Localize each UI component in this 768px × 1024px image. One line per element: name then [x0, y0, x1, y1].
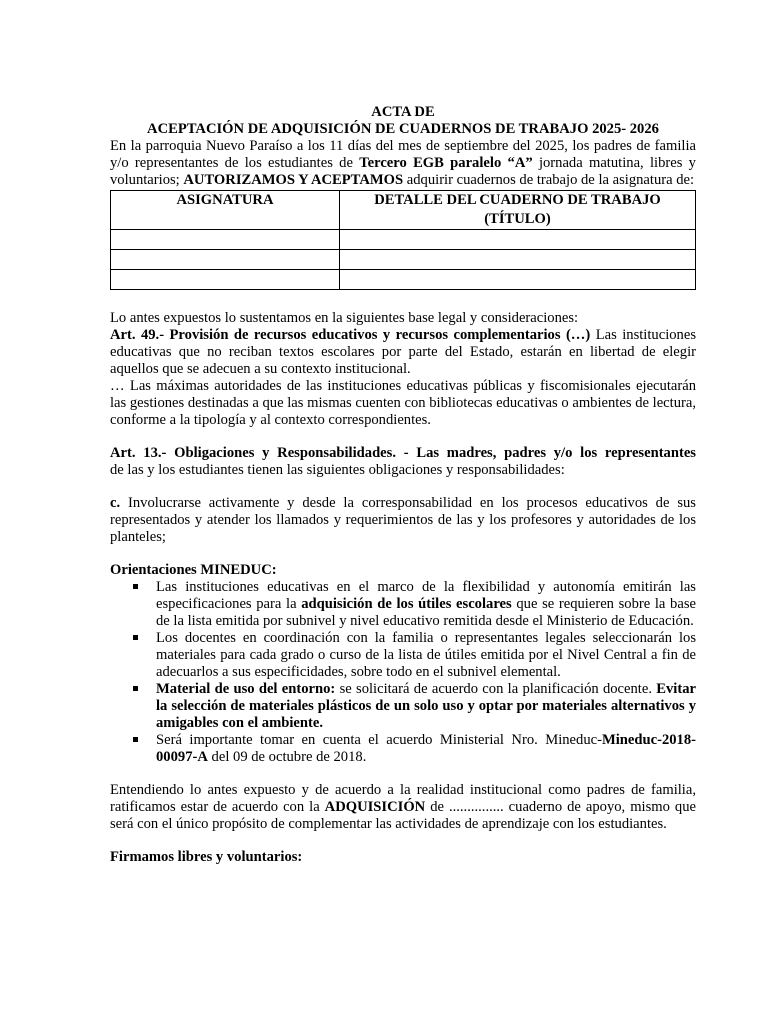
title-line-1: ACTA DE [371, 104, 435, 120]
intro-bold-1: Tercero EGB paralelo “A” [359, 155, 533, 171]
list-item-bold: Evitar la selección de materiales plásticos de un solo uso y optar por materiales alternativos y amigables con el ambiente. [156, 681, 696, 731]
table-row [111, 230, 696, 250]
table-row [111, 250, 696, 270]
list-item [156, 732, 696, 766]
table-cell [340, 230, 696, 250]
list-item-bold: Material de uso del entorno: [156, 681, 336, 697]
table-cell [340, 250, 696, 270]
article-49-continuation: … Las máximas autoridades de las instituciones educativas públicas y fiscomisionales ejecutarán las gestiones destinadas a que las mismas cuenten con bibliotecas educativas o ambientes de lectura, conforme a la tipología y al contexto correspondientes. [110, 378, 696, 428]
bullet-square-icon [133, 686, 138, 691]
orientaciones-heading: Orientaciones MINEDUC: [110, 562, 277, 578]
document-content [110, 104, 696, 866]
list-item-bold: adquisición de los útiles escolares [301, 596, 512, 612]
closing-text-1: Entendiendo lo antes expuesto y de acuerdo a la realidad institucional como padres de familia, ratificamos estar de acuerdo con la [110, 782, 696, 815]
closing-text-2: de ............... cuaderno de apoyo, mismo que será con el único propósito de complementar las actividades de aprendizaje con los estudiantes. [110, 799, 696, 832]
article-13-text: de las y los estudiantes tienen las siguientes obligaciones y responsabilidades: [110, 462, 565, 478]
item-c-label: c. [110, 495, 121, 511]
bullet-square-icon [133, 635, 138, 640]
list-item [156, 579, 696, 630]
article-49-text: Las instituciones educativas que no reciban textos escolares por parte del Estado, estarán en libertad de elegir aquellos que se adecuen a su contexto institucional. [110, 327, 696, 377]
subjects-table [110, 190, 696, 290]
intro-text-2: jornada matutina, libres y voluntarios; [110, 155, 696, 188]
column-header-detalle-line2: (TÍTULO) [484, 211, 551, 227]
table-cell [111, 250, 340, 270]
table-cell [340, 270, 696, 290]
table-row [111, 270, 696, 290]
list-item [156, 681, 696, 732]
list-item-text: Los docentes en coordinación con la familia o representantes legales seleccionarán los materiales para cada grado o curso de la lista de útiles emitida por el Nivel Central a fin de adecuarlos a sus especificidades, sobre todo en el subnivel elemental. [156, 630, 696, 680]
list-item-text: se solicitará de acuerdo con la planificación docente. [335, 681, 657, 697]
closing-paragraph [110, 782, 696, 833]
legal-intro: Lo antes expuestos lo sustentamos en la siguientes base legal y consideraciones: [110, 310, 579, 326]
list-item-text: Las instituciones educativas en el marco de la flexibilidad y autonomía emitirán las especificaciones para la [156, 579, 696, 612]
article-13-heading: Art. 13.- Obligaciones y Responsabilidades. - Las madres, padres y/o los representantes [110, 445, 696, 461]
signature-label: Firmamos libres y voluntarios: [110, 849, 303, 865]
intro-text-1: En la parroquia Nuevo Paraíso a los 11 días del mes de septiembre del 2025, los padres de familia y/o representantes de los estudiantes de [110, 138, 696, 171]
list-item-text: Será importante tomar en cuenta el acuerdo Ministerial Nro. Mineduc- [156, 732, 602, 748]
title-line-2: ACEPTACIÓN DE ADQUISICIÓN DE CUADERNOS DE TRABAJO 2025- 2026 [147, 121, 659, 137]
table-header-row [111, 191, 696, 230]
column-header-detalle [340, 191, 696, 230]
intro-paragraph [110, 138, 696, 189]
list-item-text: que se requieren sobre la base de la lista emitida por subnivel y nivel educativo remitida desde el Ministerio de Educación. [156, 596, 696, 629]
table-cell [111, 230, 340, 250]
list-item [156, 630, 696, 681]
column-header-detalle-line1: DETALLE DEL CUADERNO DE TRABAJO [374, 192, 661, 208]
bullet-square-icon [133, 737, 138, 742]
article-49-heading: Art. 49.- Provisión de recursos educativos y recursos complementarios (…) [110, 327, 591, 343]
item-c-text: Involucrarse activamente y desde la corresponsabilidad en los procesos educativos de sus representados y atender los llamados y requerimientos de las y los profesores y autoridades de los planteles; [110, 495, 696, 545]
list-item-text: del 09 de octubre de 2018. [207, 749, 367, 765]
intro-bold-2: AUTORIZAMOS Y ACEPTAMOS [183, 172, 404, 188]
bullet-square-icon [133, 584, 138, 589]
column-header-asignatura: ASIGNATURA [111, 191, 340, 230]
intro-text-3: adquirir cuadernos de trabajo de la asignatura de: [403, 172, 695, 188]
article-49 [110, 327, 696, 378]
table-cell [111, 270, 340, 290]
list-item-bold: Mineduc-2018-00097-A [156, 732, 696, 765]
orientaciones-list [110, 579, 696, 766]
item-c [110, 495, 696, 546]
closing-bold: ADQUISICIÓN [324, 799, 426, 815]
